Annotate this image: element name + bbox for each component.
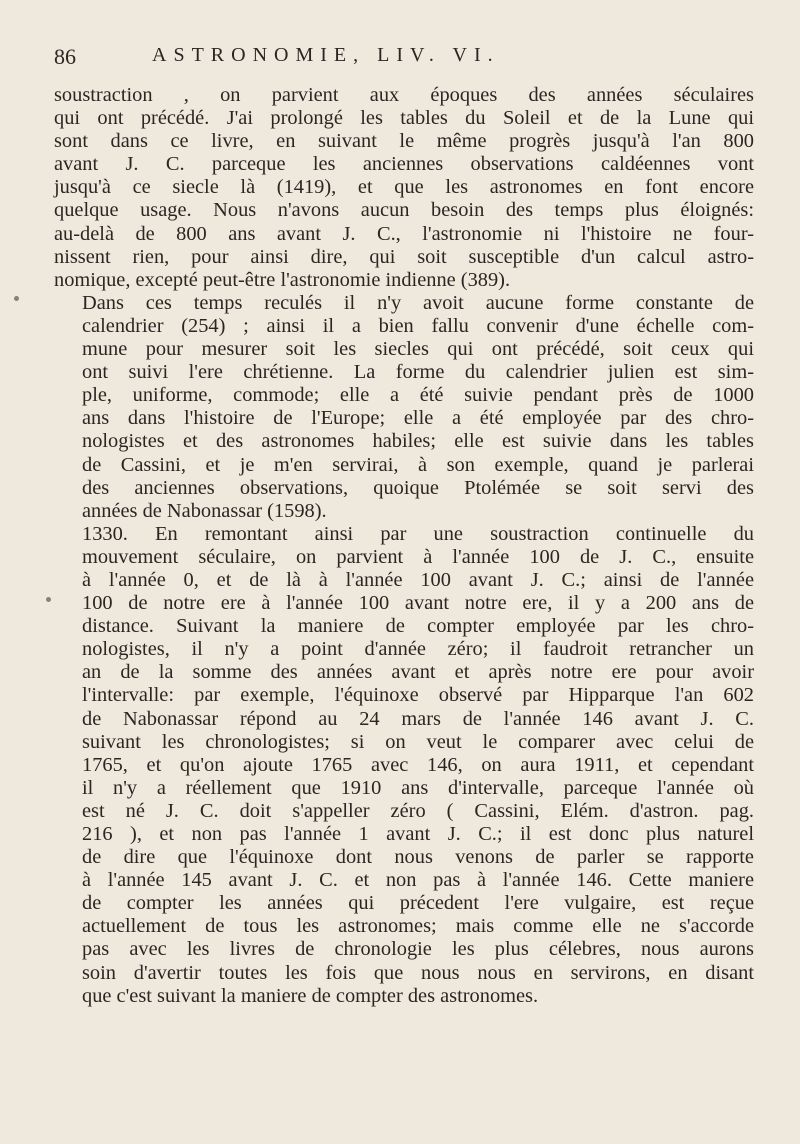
text-line: de dire que l'équinoxe dont nous venons de parler se rapporte	[82, 846, 754, 869]
text-line: à l'année 145 avant J. C. et non pas à l'année 146. Cette maniere	[82, 869, 754, 892]
text-line: de Nabonassar répond au 24 mars de l'année 146 avant J. C.	[82, 707, 754, 730]
text-line: nomique, excepté peut-être l'astronomie indienne (389).	[54, 268, 511, 291]
body-text	[54, 84, 754, 1008]
text-line: suivant les chronologistes; si on veut le comparer avec celui de	[82, 730, 754, 753]
text-line: est né J. C. doit s'appeller zéro ( Cassini, Elém. d'astron. pag.	[82, 799, 754, 822]
text-line: distance. Suivant la maniere de compter employée par les chro-	[82, 615, 754, 638]
text-line: des anciennes observations, quoique Ptolémée se soit servi des	[82, 476, 754, 499]
running-head: ASTRONOMIE, LIV. VI.	[152, 44, 500, 66]
text-line: 1765, et qu'on ajoute 1765 avec 146, on aura 1911, et cependant	[82, 753, 754, 776]
page-header	[54, 42, 754, 76]
text-line: soin d'avertir toutes les fois que nous nous en servirons, en disant	[82, 961, 754, 984]
text-line: actuellement de tous les astronomes; mais comme elle ne s'accorde	[82, 915, 754, 938]
text-line: pas avec les livres de chronologie les plus célebres, nous aurons	[82, 938, 754, 961]
text-line: qui ont précédé. J'ai prolongé les tables du Soleil et de la Lune qui	[54, 107, 754, 130]
text-line: soustraction , on parvient aux époques des années séculaires	[54, 84, 754, 106]
text-line: calendrier (254) ; ainsi il a bien fallu convenir d'une échelle com-	[82, 314, 754, 337]
text-line: 1330. En remontant ainsi par une soustraction continuelle du	[82, 522, 754, 545]
margin-mark	[46, 597, 51, 602]
text-line: ans dans l'histoire de l'Europe; elle a été employée par des chro-	[82, 407, 754, 430]
text-line: 216 ), et non pas l'année 1 avant J. C.; il est donc plus naturel	[82, 823, 754, 845]
page-number: 86	[54, 44, 76, 69]
text-line: que c'est suivant la maniere de compter des astronomes.	[82, 984, 539, 1007]
text-line: sont dans ce livre, en suivant le même progrès jusqu'à l'an 800	[54, 130, 754, 153]
paragraph	[54, 84, 754, 292]
margin-mark	[14, 296, 19, 301]
text-line: 100 de notre ere à l'année 100 avant notre ere, il y a 200 ans de	[82, 592, 754, 615]
text-line: nissent rien, pour ainsi dire, qui soit susceptible d'un calcul astro-	[54, 245, 754, 268]
text-line: ple, uniforme, commode; elle a été suivie pendant près de 1000	[82, 384, 754, 407]
text-line: années de Nabonassar (1598).	[82, 499, 327, 522]
text-line: l'intervalle: par exemple, l'équinoxe observé par Hipparque l'an 602	[82, 684, 754, 707]
text-line: nologistes et des astronomes habiles; elle est suivie dans les tables	[82, 430, 754, 453]
text-line: Dans ces temps reculés il n'y avoit aucune forme constante de	[82, 291, 754, 314]
text-line: ont suivi l'ere chrétienne. La forme du calendrier julien est sim-	[82, 361, 754, 384]
text-line: jusqu'à ce siecle là (1419), et que les astronomes en font encore	[54, 176, 754, 199]
text-line: mune pour mesurer soit les siecles qui ont précédé, soit ceux qui	[82, 338, 754, 361]
text-line: nologistes, il n'y a point d'année zéro; il faudroit retrancher un	[82, 638, 754, 661]
text-line: il n'y a réellement que 1910 ans d'intervalle, parceque l'année où	[82, 776, 754, 799]
text-line: au-delà de 800 ans avant J. C., l'astronomie ni l'histoire ne four-	[54, 222, 754, 245]
paragraph	[54, 523, 754, 1008]
text-line: de Cassini, et je m'en servirai, à son exemple, quand je parlerai	[82, 453, 754, 476]
text-line: à l'année 0, et de là à l'année 100 avant J. C.; ainsi de l'année	[82, 568, 754, 591]
text-line: avant J. C. parceque les anciennes observations caldéennes vont	[54, 153, 754, 176]
text-line: an de la somme des années avant et après notre ere pour avoir	[82, 661, 754, 684]
text-line: mouvement séculaire, on parvient à l'année 100 de J. C., ensuite	[82, 545, 754, 568]
paragraph	[54, 292, 754, 523]
text-line: quelque usage. Nous n'avons aucun besoin des temps plus éloignés:	[54, 199, 754, 222]
text-line: de compter les années qui précedent l'ere vulgaire, est reçue	[82, 892, 754, 915]
